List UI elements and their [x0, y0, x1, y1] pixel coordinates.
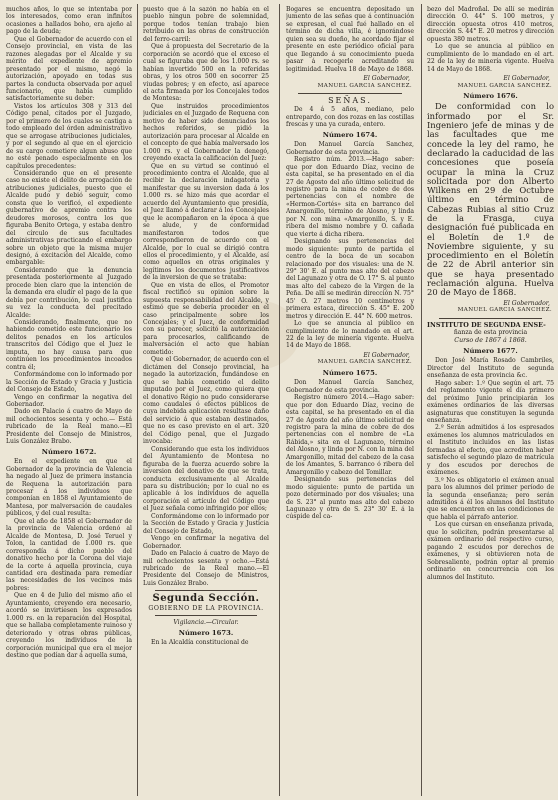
paragraph: Conformándome con lo informado por la Sección de Estado y Gracia y Justicia del Consejo de Estado,	[6, 371, 132, 394]
paragraph: En el expediente en que el Gobernador de la provincia de Valencia ha negado al Juez de primera instancia de Requena la autorización para procesar á los individuos que componían en 1858 el Ayuntamiento de Mantesa, por malversación de caudales públicos, y del cual resulta:	[6, 458, 132, 518]
paragraph: Que el Gobernador de acuerdo con el Consejo provincial, en vista de las razones alegadas por el Alcalde y su mérito del expediente de apremio presentado por el mismo, negó la autorización, apoyado en todas sus partes la conducta observada por aquel funcionario, que había cumplido satisfactoriamente su deber:	[6, 35, 132, 103]
signature-name: MANUEL GARCIA SANCHEZ.	[457, 82, 552, 89]
government-heading: GOBIERNO DE LA PROVINCIA.	[148, 604, 264, 612]
paragraph: muchos años, lo que se intentaba por los interesados, como eran infinitos ocasiones a hallados boho, era ajeño al pago de la deuda;	[6, 6, 132, 36]
paragraph: Dado en Palacio á cuatro de Mayo de mil ochocientos sesenta y ocho.—Está rubricado de la Real mano.—El Presidente del Consejo de Ministros, Luis González Brabo.	[143, 550, 269, 587]
divider	[155, 590, 257, 591]
signature-title: El Gobernador,	[503, 75, 550, 83]
column-rule	[137, 4, 138, 796]
paragraph: Que en vista de ellos, el Promotor fiscal rectificó su opinion sobre la supuesta responsabilidad del Alcalde, y estimó que se debería proceder en el caso principalmente sobre los Concejales; y el Juez, de conformidad con su parecer, solicitó la autorización para procesarlos, calificando de malversación el acto que habían cometido:	[143, 281, 269, 356]
paragraph: Que en su virtud se continuó el procedimiento contra el Alcalde, que al recibir la declaración indagatoria y manifestar que su inversion dada á los 1.000 rs. se hizo más que acordar el acuerdo del Ayuntamiento que presidía, el Juez llamó á declarar á los Concejales que le acompañaron en la época á que se alude, y de conformidad manifestaron todos que correspondieron de acuerdo con el Alcalde, por lo cual se dirigió contra ellos el procedimiento, y el Alcalde, así como aquellos en otras originales y legítimos los documentos justificativos de la inversion de que se trataba:	[143, 162, 269, 282]
divider	[155, 615, 257, 616]
institute-heading: INSTITUTO DE SEGUNDA ENSE-	[427, 320, 546, 329]
paragraph: Hago saber: 1.º Que según el art. 75 del reglamento vigente el día primero del próximo Junio principiarán los exámenes ordinarios de las diversas asignaturas que constituyen la segunda enseñanza.	[427, 379, 554, 425]
senas-heading: SEÑAS.	[328, 95, 372, 105]
divider	[439, 318, 542, 319]
notice-number: Número 1677.	[463, 346, 518, 355]
paragraph: Que á propuesta del Secretario de la corporación se acordó que el exceso el cual se figuraba que de los 1.000 rs. se habían invertido 500 en la referidas obras, y los otros 500 en socorrer 25 viudas pobres; y en efecto, así aparece el acta firmada por los Concejales todos de Montesa:	[143, 43, 269, 103]
course-heading: Curso de 1867 á 1868.	[454, 337, 527, 345]
paragraph: En la Alcaldía constitucional de	[151, 639, 249, 647]
notice-number: Número 1675.	[322, 368, 378, 377]
column-1	[6, 6, 132, 796]
paragraph: Que en 4 de Julio del mismo año el Ayuntamiento, creyendo era necesario, acordó se invirtiesen los expresados 1.000 rs. en la reparación del Hospital, que se hallaba completamente ruinoso y deteriorado y otras obras públicas, creyendo los individuos de la corporación municipal que era el mejor destino que podían dar á aquella suma,	[6, 592, 132, 659]
paragraph: Que instruidos procedimientos judiciales en el Juzgado de Requena con motivo de haber sido denunciados los hechos referidos, se pidió la autorización para procesar al Alcalde en el concepto de que había malversado los 1.000 rs. y el Gobernador la denegó, creyendo exacta la calificación del Juez:	[143, 102, 269, 163]
paragraph: Vistos los artículos 308 y 313 del Código penal, citados por el Juzgado, por el primero de los cuales se castiga a todo empleado del órden administrativo que se arrogase atribuciones judiciales, y por el segundo al que en el ejercicio de su cargo cometiere algun abuso que no esté penado especialmente en los capítulos precedentes:	[6, 102, 132, 170]
paragraph: Vengo en confirmar la negativa del Gobernador.	[143, 535, 269, 550]
paragraph: Lo que se anuncia al público en cumplimiento de lo mandado en el art. 22 de la ley de minería vigente. Huelva 14 de Mayo de 1868.	[427, 43, 554, 73]
paragraph: Conformándome con lo informado por la Sección de Estado y Gracia y Justicia del Consejo de Estado,	[143, 512, 269, 535]
paragraph: Los que cursan en enseñanza privada, que lo soliciten, podrán presentarse al exámen ordinario del respectivo curso, pagando 2 escudos por derechos de exámenes, y si obtuvieren nota de Sobresaliente, podrán optar al premio ordinario en concurrencia con los alumnos del Instituto.	[427, 521, 554, 581]
paragraph: puesto que á la sazón no había en el pueblo ningun pobre de solemnidad, porque todos tenían trabajo bien retribuido en las obras de construcción del ferro-carril:	[143, 6, 269, 43]
paragraph-large: De conformidad con lo informado por el Sr. Ingeniero jefe de minas y de las facultades que me concede la ley del ramo, he declarado la caducidad de las concesiones que poseía ocupar la mina la Cruz solicitada por don Alberto Wilkens en 29 de Octubre último en término de Cabezas Rubias al sitio Cruz de la Frasga, cuya designación fué publicada en el Boletín de 1.º de Noviembre siguiente, y su procedimiento en el Boletín de 22 de Abril anterior sin que se haya presentado reclamación alguna. Huelva 20 de Mayo de 1868.	[427, 101, 554, 298]
notice-number: Número 1676.	[463, 91, 518, 100]
divider	[298, 93, 402, 94]
paragraph: Lo que se anuncia al público en cumplimiento de lo mandado en el art. 22 de la ley de minería vigente. Huelva 14 de Mayo de 1868.	[286, 320, 414, 350]
signature-title: El Gobernador,	[503, 299, 550, 307]
column-2	[143, 6, 269, 796]
paragraph: Considerando que en el presente caso no existe el delito de arrogación de atribuciones judiciales, puesto que el Alcalde pudo y debió seguir, como consta que lo verificó, el expediente gubernativo de apremio contra los deudores morosos, contra los que figuraba Benito Ortega, y estaba dentro del círculo de sus facultades administrativas practicando el embargo sobre un objeto que la misma mujer designó, á excitación del Alcalde, como embargable:	[6, 169, 132, 267]
paragraph: De 4 á 5 años, mediano, pelo entrepardo, con dos rozas en las costillas frescas y una ya curada, entero.	[286, 106, 414, 129]
paragraph: 2.º Serán admitidos á los espresados exámenes los alumnos matriculados en el Instituto incluidos en las listas formadas al efecto, que acrediten haber satisfecho el segundo plazo de matrícula y dos escudos por derechos de exámenes.	[427, 424, 554, 477]
column-rule	[279, 4, 280, 796]
paragraph: Bogares se encuentra depositado un jumento de las señas que á continuación se expresan, el cual fué hallado en el término de dicha villa, é ignorándose quien sea su dueño, he acordado fijar el presente en este periódico oficial para que llegando á su conocimiento pueda pasar á recogerle acreditando su legitimidad. Huelva 18 de Mayo de 1868.	[286, 6, 414, 73]
paragraph: Considerando que la denuncia presentada posteriormente al Juzgado procede bien claro que la intención de la demanda era eludir el pago de la que debía por contribución, lo cual justifica su vez la conducta del precitado Alcalde:	[6, 266, 132, 319]
paragraph: Vengo en confirmar la negativa del Gobernador.	[6, 393, 132, 409]
paragraph: Registro núm. 2013.—Hago saber: que por don Eduardo Díaz, vecino de esta capital, se ha presentado en el dia 27 de Agosto del año último solicitud de registro para la mina de cobre de dos pertenencias con el nombre de «Hermon-Cortés» sita en barranco del Amargonillo, término de Alosno, y linda por N. con mina «Amargonillo, S. y E. ribera del mismo nombre y O. cañada que vierte á dicha ribera.	[286, 156, 414, 238]
signature-title: El Gobernador,	[363, 351, 410, 359]
notice-number: Número 1673.	[178, 628, 234, 637]
paragraph: Que el año de 1858 el Gobernador de la provincia de Valencia ordenó al Alcalde de Montesa, D. José Teruel y Tolon, la cantidad de 1.000 rs. que correspondía á dicho pueblo del donativo hecho por la Corona del viaje de la corte á aquella provincia, cuya cantidad era destinada para remediar las necesidades de los vecinos más pobres:	[6, 517, 132, 592]
notice-number: Número 1672.	[41, 447, 97, 456]
paragraph: Don Manuel García Sanchez, Gobernador de esta provincia.	[286, 141, 414, 156]
column-4	[427, 6, 554, 796]
paragraph: Registro número 2014.—Hago saber: que por don Eduardo Díaz, vecino de esta capital, se ha presentado en el dia 27 de Agosto del año último solicitud de registro para la mina de cobre de dos pertenencias con el nombre de «La Rábida,» sita en el Lagunazo, término del Alosno, y linda por N. con la mina del Amargonillo, mitad del cabezo de la casa de los Amantes, S. barranco ó ribera del Amargonillo y cabezo del Tomillar.	[286, 394, 414, 476]
paragraph: Designando sus pertenencias del modo siguiente: punto de partida un pozo determinado por dos visuales; una de S. 23° al punto mas alto del cabezo Lagunazo y otra de S. 23° 30' E. á la cúspide del ca-	[286, 476, 414, 521]
paragraph: 3.º No es obligatorio el exámen anual para los alumnos del primer período de la segunda enseñanza; pero serán admitidos á él los alumnos del Instituto que se encuentren en las condiciones de que habla el párrafo anterior.	[427, 476, 554, 521]
signature-name: MANUEL GARCIA SANCHEZ.	[317, 359, 412, 366]
section-heading: Segunda Sección.	[152, 593, 260, 605]
column-3	[286, 6, 414, 796]
signature-name: MANUEL GARCIA SANCHEZ.	[457, 307, 552, 314]
paragraph: Don José María Rosado Cambriles, Director del Instituto de segunda enseñanza de esta provincia &c.	[427, 357, 554, 380]
paragraph: bezo del Madroñal. De allí se medirán dirección O. 44° S. 100 metros, y dirección opuesta otros 410 metros, dirección S. 44° E. 20 metros y dirección opuesta 380 metros.	[427, 6, 554, 43]
column-rule	[421, 4, 422, 796]
paragraph: Dado en Palacio á cuatro de Mayo de mil ochocientos sesenta y ocho.— Está rubricado de la Real mano.—El Presidente del Consejo de Ministros, Luis González Brabo.	[6, 408, 132, 446]
notice-number: Número 1674.	[322, 130, 378, 139]
paragraph: Don Manuel García Sanchez, Gobernador de esta provincia.	[286, 379, 414, 394]
paragraph: Considerando, finalmente, que no habiendo cometido este funcionario los delitos penados en los artículos transcritos del Código que el Juez le imputa, no hay causa para que continúen los procedimientos incoados contra él;	[6, 319, 132, 371]
signature-title: El Gobernador,	[363, 75, 410, 83]
paragraph: Designando sus pertenencias del modo siguiente: punto de partida el centro de la boca de un socabon relacionado por dos visuales: una de N. 29° 30' E. al punto mas alto del cabezo del Lagunazo y otra de O. 17° S. al punto mas alto del cabezo de la Virgen de la Peña. De allí se medirán dirección N. 75° 45' O. 27 metros 10 centímetros y primera estaca, dirección S. 45° E. 200 metros y dirección E. 44° N. 600 metros.	[286, 238, 414, 320]
paragraph: Que el Gobernador, de acuerdo con el dictámen del Consejo provincial, ha negado la autorización, fundándose en que se había cometido el delito imputado por el Juez, como quiera que el donativo Régio no pudo considerarse como caudales ó efectos públicos de cuya indebida aplicación resultase daño del servicio á que estaban destinados, que no es caso previsto en el art. 320 del Código penal, que el Juzgado invocaba:	[143, 356, 269, 446]
vigilance-heading: Vigilancia.—Circular.	[173, 619, 239, 627]
paragraph: Considerando que esta los individuos del Ayuntamiento de Montesa no figuraba de la fuerza acuerdo sobre la inversion del donativo de que se trata, conducta exclusivamente al Alcalde para su distribución; por lo cual no es aplicable á los individuos de aquella corporación el artículo del Código que el Juez señala como infringido por ellos;	[143, 445, 269, 513]
institute-subheading: ñanza de esta provincia	[453, 329, 528, 337]
signature-name: MANUEL GARCIA SANCHEZ.	[317, 82, 412, 89]
